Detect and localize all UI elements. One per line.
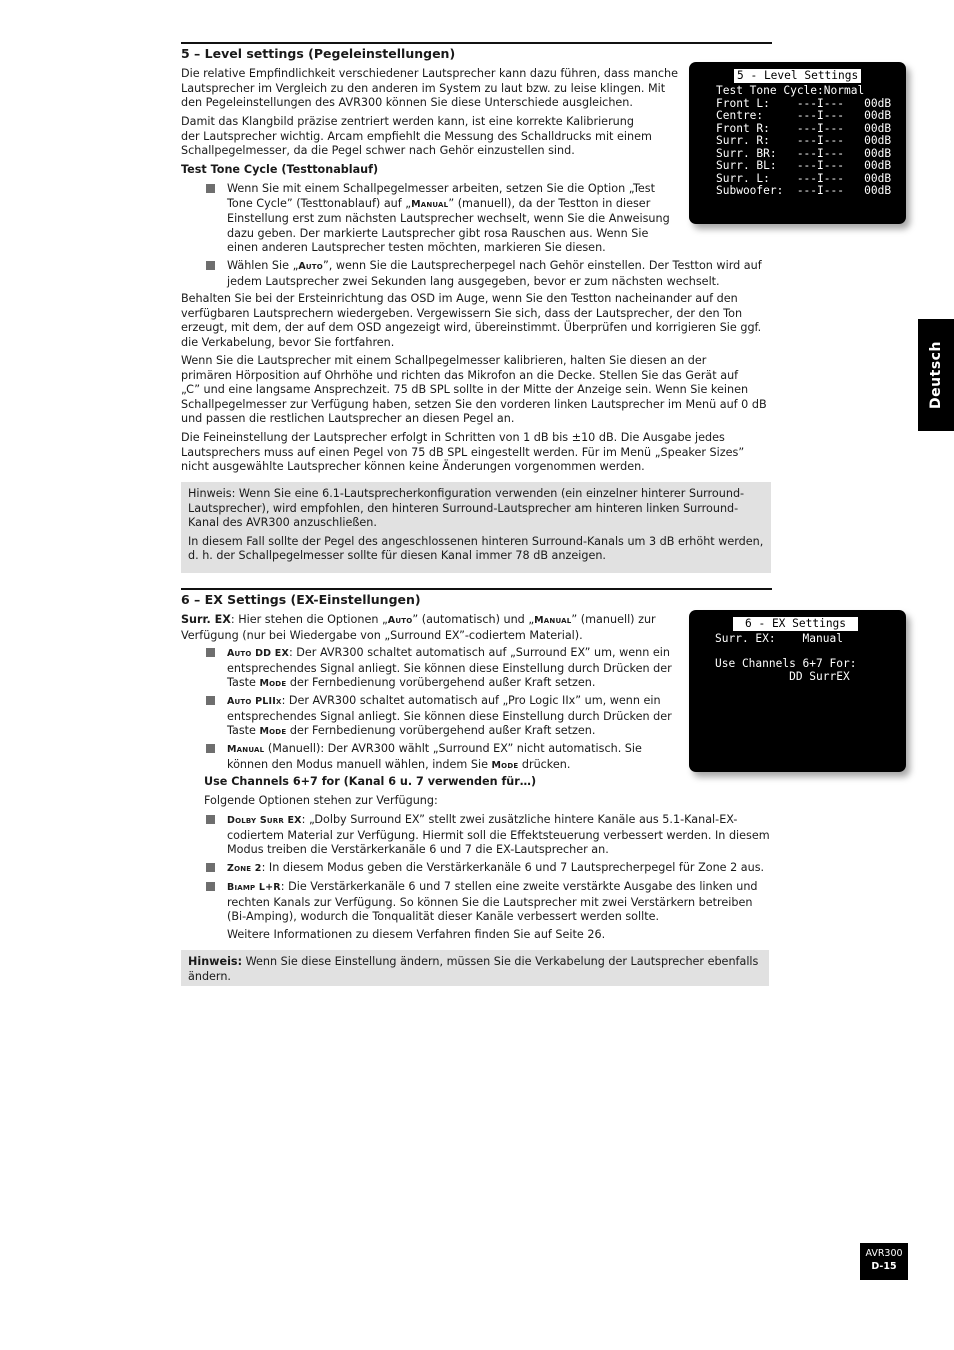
s6-bullet-manual (227, 742, 687, 773)
text-line: rechten Kanals zur Verfügung. So können Sie die Lautsprecher mit zwei Verstärkern betreiben (227, 895, 753, 909)
s6-note-box (181, 950, 769, 986)
text-line: die Verkabelung, bevor Sie fortfahren. (181, 335, 395, 349)
section-6-rule (181, 588, 772, 590)
text-line (188, 955, 762, 970)
text-run: der Fernbedienung vorübergehend außer Kraft setzen. (286, 724, 596, 737)
manual-keyword: Manual (534, 615, 572, 626)
text-line (227, 676, 687, 692)
text-line (227, 861, 772, 877)
osd-line: Front L: ---I--- 00dB (716, 97, 892, 110)
text-line: den Pegeleinstellungen des AVR300 können Sie diese Unterschiede ausgleichen. (181, 96, 633, 109)
s6-bullet-dolby-surr-ex (227, 813, 772, 858)
text-run: Tone Cycle” (Testtonablauf) auf „ (227, 196, 412, 210)
text-run: ” (manuell), da der Testton in dieser (448, 196, 651, 210)
s5-note-box (181, 482, 771, 573)
text-line: Hinweis: Wenn Sie eine 6.1-Lautsprecherkonfiguration verwenden (ein einzelner hinterer Surround- (188, 487, 745, 500)
text-line (227, 813, 772, 829)
bullet-icon (206, 744, 215, 753)
bullet-icon (206, 648, 215, 657)
text-run: ” (automatisch) und „ (412, 613, 535, 626)
text-line: In diesem Fall sollte der Pegel des angeschlossenen hinteren Surround-Kanals um 3 dB erhöht werden, (188, 534, 764, 548)
footer-page-number: D-15 (871, 1261, 897, 1272)
text-line: erzeugt, mit dem, der auf dem OSD angezeigt wird, übereinstimmt. Überprüfen und korrigieren Sie ggf. (181, 321, 762, 334)
note-label: Hinweis: (188, 955, 243, 968)
bullet-icon (206, 882, 215, 891)
text-line: Lautsprecher), wird empfohlen, den hinteren Surround-Lautsprecher am hinteren linken Surround- (188, 501, 739, 515)
s5-paragraph-1 (181, 67, 681, 111)
biamp-keyword: Biamp L+R (227, 882, 281, 893)
osd-line: Surr. BL: ---I--- 00dB (716, 159, 892, 172)
text-line (227, 758, 687, 774)
s5-bullet-1 (227, 182, 687, 256)
text-line (227, 742, 687, 758)
page-footer (860, 1243, 908, 1280)
s6-intro (181, 613, 681, 643)
text-line: einen anderen Lautsprecher testen möchten, markieren Sie diesen. (227, 241, 606, 254)
s5-paragraph-4 (181, 354, 772, 427)
text-line: Die relative Empfindlichkeit verschiedener Lautsprecher kann dazu führen, dass manche (181, 67, 679, 80)
text-line: Modus treiben die Verstärkerkanäle 6 und 7 die EX-Lautsprecher an. (227, 843, 609, 856)
text-line: codiertem Material zur Verfügung. Hiermit soll die Effektsteuerung verbessert werden. In diesem (227, 828, 770, 842)
section-6-heading: 6 – EX Settings (EX-Einstellungen) (181, 592, 421, 607)
bullet-icon (206, 815, 215, 824)
text-line (181, 613, 681, 629)
s6-bullet-biamp (227, 880, 772, 925)
osd-line: Surr. BR: ---I--- 00dB (716, 147, 892, 160)
text-run: : Die Verstärkerkanäle 6 und 7 stellen eine zweite verstärkte Ausgabe des linken und (280, 880, 758, 893)
bullet-icon (206, 696, 215, 705)
text-line (227, 646, 687, 662)
osd-title: 6 - EX Settings (733, 617, 858, 631)
text-line: d. h. der Schallpegelmesser sollte für diesen Kanal immer 78 dB anzeigen. (188, 549, 606, 562)
text-line: ändern. (188, 969, 231, 983)
text-line (227, 724, 687, 740)
text-run: : Hier stehen die Optionen „ (230, 613, 388, 626)
text-line: jedem Lautsprecher zwei Sekunden lang ausgegeben, bevor er zum nächsten wechselt. (227, 274, 720, 288)
auto-dd-ex-keyword: Auto DD EX (227, 648, 289, 659)
text-line: primären Hörposition auf Ohrhöhe und richten das Mikrofon an die Decke. Stellen Sie das Gerät auf (181, 368, 739, 382)
text-line: und passen die restlichen Lautsprecher an diesen Pegel an. (181, 412, 515, 425)
text-run: der Fernbedienung vorübergehend außer Kraft setzen. (286, 676, 596, 689)
s6-subheading: Use Channels 6+7 for (Kanal 6 u. 7 verwenden für…) (204, 775, 537, 788)
text-run: Taste (227, 724, 260, 737)
text-line: Damit das Klangbild präzise zentriert werden kann, ist eine korrekte Kalibrierung (181, 115, 634, 128)
text-line: der Lautsprecher wichtig. Arcam empfiehlt die Messung des Schalldrucks mit einem (181, 129, 652, 143)
s5-paragraph-5 (181, 431, 772, 475)
osd-line: Use Channels 6+7 For: (715, 657, 857, 670)
text-line: Kanal des AVR300 anzuschließen. (188, 516, 377, 529)
section-5-rule (181, 42, 772, 44)
text-run: (Manuell): Der AVR300 wählt „Surround EX” nicht automatisch. Sie (264, 742, 642, 755)
text-line: nicht ausgewählte Lautsprecher können keine Änderungen vorgenommen werden. (181, 460, 645, 473)
text-run: ”, wenn Sie die Lautsprecherpegel nach Gehör einstellen. Der Testton wird auf (322, 259, 762, 272)
osd-level-settings-screen (689, 62, 906, 224)
text-line (227, 259, 772, 275)
bullet-icon (206, 184, 215, 193)
s5-paragraph-3 (181, 292, 772, 350)
s5-bullet-2 (227, 259, 772, 289)
s6-bullet-zone-2 (227, 861, 772, 877)
s6-bullet-auto-pliix (227, 694, 687, 740)
s5-paragraph-2 (181, 115, 681, 159)
osd-line: Surr. R: ---I--- 00dB (716, 134, 892, 147)
bullet-icon (206, 863, 215, 872)
text-line: verfügbaren Lautsprechern wiedergeben. Vergewissern Sie sich, dass der Lautsprecher, der den Ton (181, 306, 743, 320)
text-line: Wenn Sie die Lautsprecher mit einem Schallpegelmesser kalibrieren, halten Sie diesen an der (181, 354, 707, 367)
section-5-heading: 5 – Level settings (Pegeleinstellungen) (181, 46, 456, 61)
text-line (227, 880, 772, 896)
mode-keyword: Mode (491, 759, 519, 771)
osd-ex-settings-screen (689, 610, 906, 772)
text-line: Lautsprecher im Vergleich zu den anderen im System zu laut bzw. zu leise klingen. Mit (181, 81, 666, 95)
text-run: können den Modus manuell wählen, indem Sie (227, 757, 492, 771)
osd-line: Centre: ---I--- 00dB (716, 109, 892, 122)
text-run: : Der AVR300 schaltet automatisch auf „Surround EX” um, wenn ein (288, 646, 670, 659)
text-line: dazu geben. Der markierte Lautsprecher gibt rosa Rauschen aus. Wenn Sie (227, 226, 649, 240)
language-tab-label: Deutsch (927, 341, 944, 409)
text-line: Schallpegelmesser zur Verfügung haben, setzen Sie den vorderen linken Lautsprecher im Menü auf 0 dB (181, 397, 767, 411)
osd-title: 5 - Level Settings (734, 69, 861, 83)
text-run: Taste (227, 676, 260, 689)
s5-subheading: Test Tone Cycle (Testtonablauf) (181, 163, 379, 176)
text-line: „C” und eine langsame Ansprechzeit. 75 dB SPL sollte in der Mitte der Anzeige sein. Wenn Sie keinen (181, 383, 749, 396)
auto-pliix-keyword: Auto PLIIx (227, 696, 282, 707)
text-line: Verfügung (nur bei Wiedergabe von „Surround EX”-codiertem Material). (181, 628, 583, 642)
osd-line: Surr. L: ---I--- 00dB (716, 172, 892, 185)
surr-ex-label: Surr. EX (181, 613, 231, 626)
text-line (227, 694, 687, 710)
text-run: : Der AVR300 schaltet automatisch auf „Pro Logic IIx” um, wenn ein (281, 694, 661, 707)
osd-line: Subwoofer: ---I--- 00dB (716, 184, 892, 197)
text-line: Wenn Sie mit einem Schallpegelmesser arbeiten, setzen Sie die Option „Test (227, 182, 656, 195)
text-line: (Bi-Amping), wodurch die Tonqualität dieser Kanäle verbessert werden sollte. (227, 910, 660, 923)
s6-more-info: Weitere Informationen zu diesem Verfahren finden Sie auf Seite 26. (227, 928, 606, 941)
osd-line: DD SurrEX (715, 670, 850, 683)
language-tab (918, 319, 954, 431)
text-line: Schallpegelmesser, da die Pegel schwer nach Gehör einzustellen sind. (181, 144, 575, 157)
osd-line: Front R: ---I--- 00dB (716, 122, 892, 135)
text-line: entsprechendes Signal anliegt. Sie können diese Einstellung durch Drücken der (227, 709, 672, 723)
bullet-icon (206, 261, 215, 270)
footer-model: AVR300 (865, 1248, 903, 1259)
text-line: Einstellung erst zum nächsten Lautsprecher wechselt, wenn Sie die Anweisung (227, 212, 670, 225)
text-line: Lautsprechers muss auf einen Pegel von 75 dB SPL eingestellt werden. Für im Menü „Speaker Sizes” (181, 445, 745, 459)
text-run: Wählen Sie „ (227, 259, 299, 272)
s6-bullet-auto-dd-ex (227, 646, 687, 692)
manual-keyword: Manual (227, 744, 265, 755)
text-run: drücken. (518, 757, 571, 771)
dolby-surr-ex-keyword: Dolby Surr EX (227, 815, 302, 826)
osd-line: Test Tone Cycle:Normal (716, 84, 865, 97)
text-run: ” (manuell) zur (571, 613, 656, 626)
text-line: Behalten Sie bei der Ersteinrichtung das OSD im Auge, wenn Sie den Testton nacheinander auf den (181, 292, 738, 305)
manual-keyword: Manual (411, 198, 449, 210)
text-line (227, 197, 687, 213)
text-run: : In diesem Modus geben die Verstärkerkanäle 6 und 7 Lautsprecherpegel für Zone 2 aus. (261, 861, 765, 874)
mode-keyword: Mode (259, 678, 287, 689)
zone-2-keyword: Zone 2 (227, 863, 262, 874)
text-run: : „Dolby Surround EX” stellt zwei zusätzliche hintere Kanäle aus 5.1-Kanal-EX- (301, 813, 738, 826)
text-line: entsprechendes Signal anliegt. Sie können diese Einstellung durch Drücken der (227, 661, 672, 675)
text-line: Die Feineinstellung der Lautsprecher erfolgt in Schritten von 1 dB bis ±10 dB. Die Ausgabe jedes (181, 431, 725, 444)
s6-options-intro: Folgende Optionen stehen zur Verfügung: (204, 794, 438, 807)
text-run: Wenn Sie diese Einstellung ändern, müssen Sie die Verkabelung der Lautsprecher ebenfalls (242, 955, 759, 968)
auto-keyword: Auto (387, 615, 413, 626)
osd-line: Surr. EX: Manual (715, 632, 843, 645)
auto-keyword: Auto (298, 261, 323, 272)
mode-keyword: Mode (259, 726, 287, 737)
